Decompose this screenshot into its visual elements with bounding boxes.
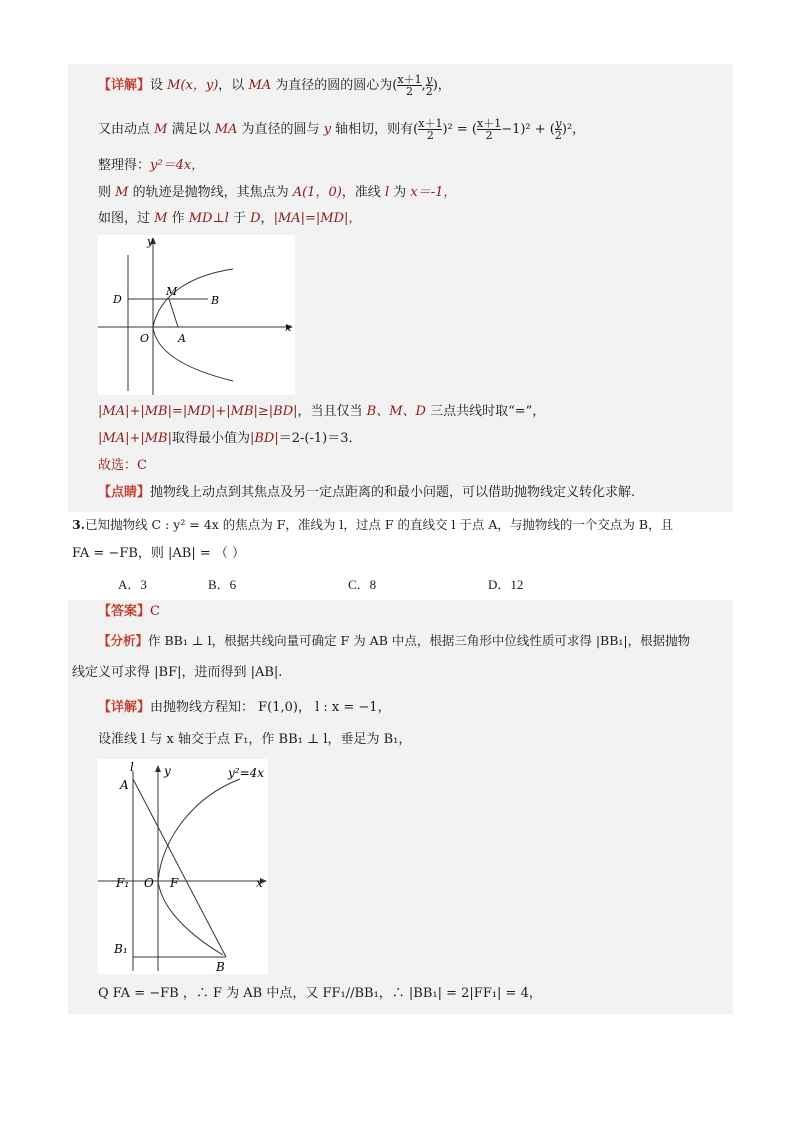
label-o: O [140,332,150,345]
option-d: D．12 [488,577,524,592]
analysis-line-1: 【分析】作 BB₁ ⊥ l，根据共线向量可确定 F 为 AB 中点，根据三角形中位线性质可求得 |BB₁|，根据抛物 [98,633,691,648]
line-ab [133,779,226,957]
label-l: l [130,760,134,774]
label-o-2: O [144,876,154,890]
option-b: B．6 [208,577,237,592]
detail-line-3: 整理得：y²＝4x， [98,158,205,173]
analysis-line-2: 线定义可求得 |BF|，进而得到 |AB|. [72,665,283,680]
parabola-curve [153,269,233,381]
parabola-figure-2-svg [98,759,268,974]
y-axis-arrow-2 [155,765,161,772]
answer-line: 【答案】C [98,604,160,619]
detail-line-1: 【详解】设 M(x，y)，以 MA 为直径的圆的圆心为( $\frac{x+1}{2}$ , $\frac{y}{2}$ )， [98,73,451,98]
label-f1: F₁ [116,876,130,890]
detail-2-line-1: 【详解】由抛物线方程知： F(1,0)， l : x = −1， [98,700,391,715]
option-a: A．3 [118,577,147,592]
detail-line-9: 【点睛】抛物线上动点到其焦点及另一定点距离的和最小问题，可以借助抛物线定义转化求解. [98,485,636,500]
detail-2-line-2: 设准线 l 与 x 轴交于点 F₁，作 BB₁ ⊥ l，垂足为 B₁， [98,732,412,747]
parabola-curve-2 [158,779,240,955]
label-b1: B₁ [114,942,128,956]
label-parabola-eq: y²=4x [228,766,265,780]
option-c: C．8 [348,577,377,592]
label-x: x [285,321,292,334]
parabola-figure-1-svg [98,235,295,395]
label-x-2: x [256,876,263,890]
detail-line-5: 如图，过 M 作 MD⊥l 于 D，|MA|=|MD|， [98,211,362,226]
label-a-2: A [120,778,129,792]
parabola-figure-2 [98,759,268,974]
label-b: B [211,294,220,307]
detail-2-line-3: Q FA = −FB ，∴ F 为 AB 中点，又 FF₁//BB₁，∴ |BB₁| = 2|FF₁| = 4， [98,986,542,1001]
detail-line-4: 则 M 的轨迹是抛物线，其焦点为 A(1，0)，准线 l 为 x＝-1， [98,185,457,200]
label-y-2: y [164,764,171,778]
label-b-2: B [216,960,225,974]
label-y: y [147,235,154,248]
parabola-figure-1 [98,235,295,395]
label-a: A [178,332,186,345]
question-3-line-2: FA = −FB，则 |AB| = （ ） [72,546,246,561]
label-d: D [113,293,122,306]
detail-line-2: 又由动点 M 满足以 MA 为直径的圆与 y 轴相切，则有( $\frac{x+1}{2}$ )² = ( $\frac{x+1}{2}$ −1)² + ( $\frac{y}{2}$ )²， [98,117,586,142]
detail-line-7: |MA|+|MB|取得最小值为|BD|＝2-(-1)＝3． [98,431,362,446]
detail-line-8: 故选：C [98,458,147,473]
label-m: M [166,285,178,298]
question-3-line-1: 3.已知抛物线 C : y² = 4x 的焦点为 F，准线为 l，过点 F 的直线交 l 于点 A，与抛物线的一个交点为 B，且 [72,517,674,532]
label-f: F [170,876,179,890]
segment-ma [169,299,178,327]
detail-line-6: |MA|+|MB|=|MD|+|MB|≥|BD|，当且仅当 B、M、D 三点共线时取“=”， [98,404,546,419]
